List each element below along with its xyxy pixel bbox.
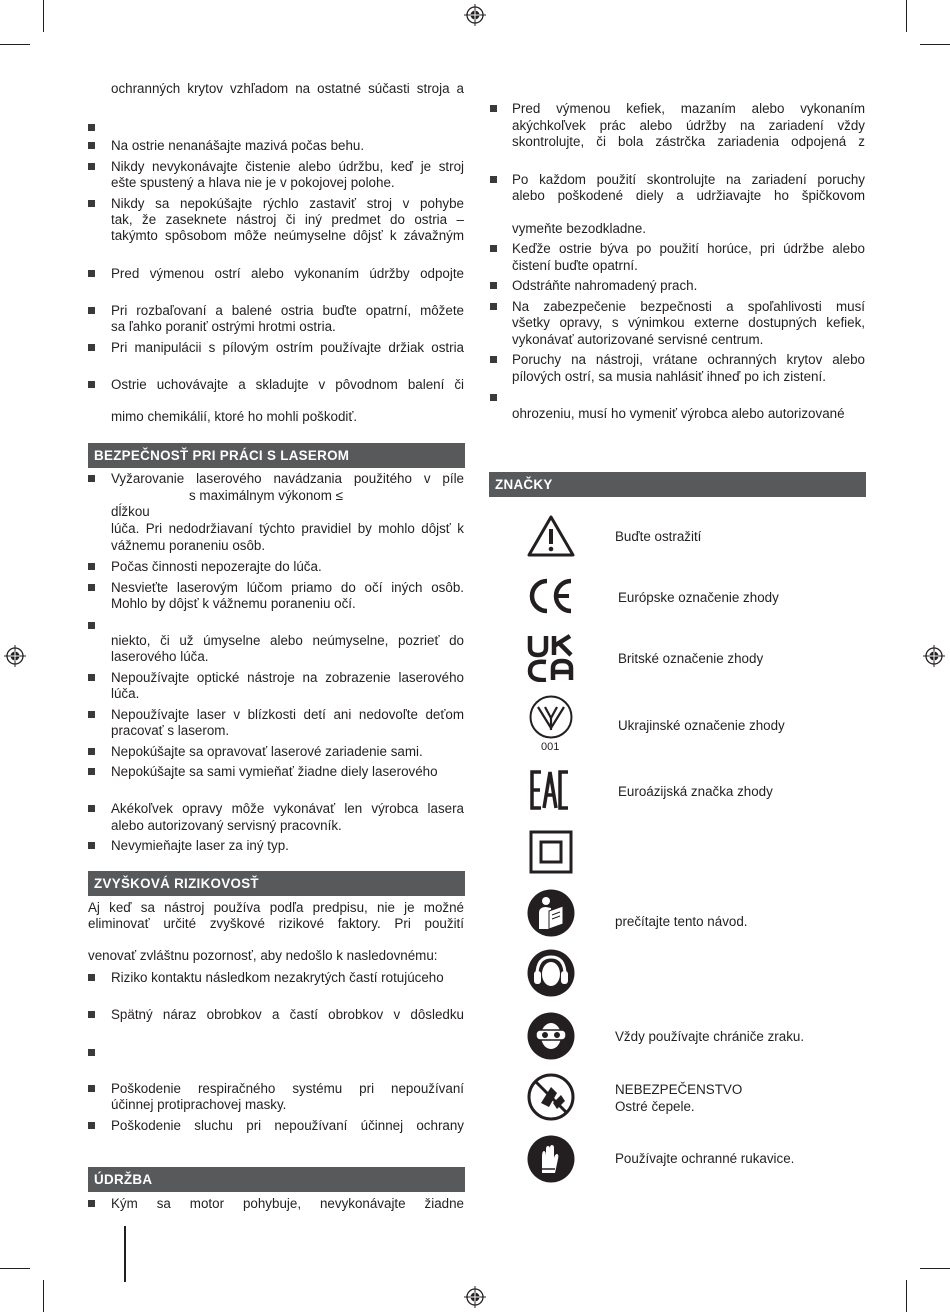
bullet-marker	[88, 124, 95, 131]
bullet-text: účinnej protiprachovej masky.	[111, 1097, 287, 1112]
body-text-line: eliminovať určité zvyškové rizikové faktory. Pri použití	[88, 916, 464, 931]
bullet-text: laserového lúča.	[111, 649, 209, 664]
bullet-text: Po každom použití skontrolujte na zariadení poruchy	[512, 172, 865, 187]
bullet-text: Mohlo by dôjsť k vážnemu poraneniu očí.	[111, 596, 356, 611]
bullet-text: Poškodenie sluchu pri nepoužívaní účinnej ochrany	[111, 1118, 464, 1133]
warning-triangle-icon	[526, 514, 576, 558]
bullet-marker	[490, 282, 497, 289]
bullet-text: dĺžkou	[111, 504, 150, 519]
bullet-text: čistení buďte opatrní.	[512, 258, 638, 273]
bullet-marker	[88, 475, 95, 482]
bullet-text: Počas činnosti nepozerajte do lúča.	[111, 559, 322, 574]
bullet-text: ešte spustený a hlava nie je v pokojovej polohe.	[111, 175, 395, 190]
eye-protection-icon	[527, 1012, 575, 1060]
registration-mark-icon	[923, 645, 945, 667]
bullet-text: Na zabezpečenie bezpečnosti a spoľahlivosti musí	[512, 299, 865, 314]
bullet-marker	[88, 748, 95, 755]
bullet-marker	[88, 307, 95, 314]
bullet-text: alebo autorizovaný servisný pracovník.	[111, 818, 342, 833]
symbol-label: Európske označenie zhody	[618, 590, 779, 605]
double-insulation-icon	[529, 830, 573, 874]
body-text-line: mimo chemikálií, ktoré ho mohli poškodiť.	[111, 409, 358, 424]
bullet-text: Pred výmenou kefiek, mazaním alebo vykonaním	[512, 101, 865, 116]
bullet-marker	[490, 303, 497, 310]
bullet-text: Nepokúšajte sa sami vymieňať žiadne diely laserového	[111, 764, 438, 779]
bullet-text: Akékoľvek opravy môže vykonávať len výrobca lasera	[111, 801, 464, 816]
crop-mark	[920, 44, 950, 45]
bullet-text: sa ľahko poraniť ostrými hrotmi ostria.	[111, 319, 336, 334]
bullet-marker	[490, 105, 497, 112]
bullet-text: s maximálnym výkonom ≤	[189, 488, 343, 503]
bullet-marker	[88, 1200, 95, 1207]
bullet-marker	[88, 842, 95, 849]
bullet-marker	[88, 200, 95, 207]
bullet-text: všetky opravy, s výnimkou externe dostupných kefiek,	[512, 315, 865, 330]
bullet-text: alebo poškodené diely a udržiavajte ho špičkovom	[512, 188, 865, 203]
bullet-marker	[88, 563, 95, 570]
symbol-label: prečítajte tento návod.	[615, 914, 748, 929]
bullet-text: Nevymieňajte laser za iný typ.	[111, 838, 289, 853]
symbol-label: Ostré čepele.	[615, 1099, 695, 1114]
section-heading-maintenance: ÚDRŽBA	[88, 1167, 465, 1192]
symbol-label: Britské označenie zhody	[618, 651, 764, 666]
page-edge-bar	[124, 1226, 126, 1282]
bullet-marker	[88, 805, 95, 812]
ear-protection-icon	[527, 949, 575, 997]
crop-mark	[906, 0, 907, 32]
bullet-text: pílových ostrí, sa musia nahlásiť ihneď po ich zistení.	[512, 369, 826, 384]
symbol-label: Buďte ostražití	[615, 529, 702, 544]
body-text-line: venovať zvláštnu pozornosť, aby nedošlo k nasledovnému:	[88, 948, 438, 963]
symbol-label: Používajte ochranné rukavice.	[615, 1151, 795, 1166]
bullet-text: Spätný náraz obrobkov a častí obrobkov v dôsledku	[111, 1007, 464, 1022]
symbol-label: Euroázijská značka zhody	[618, 784, 773, 799]
bullet-marker	[88, 1011, 95, 1018]
body-text-line: vymeňte bezodkladne.	[512, 221, 646, 236]
bullet-text: lúča.	[111, 686, 140, 701]
bullet-text: Nikdy sa nepokúšajte rýchlo zastaviť stroj v pohybe	[111, 196, 464, 211]
bullet-text: pracovať s laserom.	[111, 723, 230, 738]
sharp-blades-icon	[527, 1073, 575, 1121]
eac-mark-icon	[530, 770, 570, 810]
bullet-text: Nepoužívajte laser v blízkosti detí ani nedovoľte deťom	[111, 707, 464, 722]
symbol-code: 001	[541, 741, 560, 753]
bullet-text: Nikdy nevykonávajte čistenie alebo údržbu, keď je stroj	[111, 159, 464, 174]
bullet-marker	[88, 1085, 95, 1092]
bullet-marker	[88, 142, 95, 149]
registration-mark-icon	[464, 1286, 486, 1308]
bullet-marker	[88, 1122, 95, 1129]
bullet-marker	[88, 344, 95, 351]
bullet-marker	[88, 270, 95, 277]
bullet-text: akýchkoľvek prác alebo údržby na zariadení vždy	[512, 118, 865, 133]
crop-mark	[43, 1280, 44, 1312]
bullet-text: Poškodenie respiračného systému pri nepoužívaní	[111, 1081, 464, 1096]
bullet-marker	[88, 974, 95, 981]
ukrainian-mark-icon	[528, 694, 574, 740]
bullet-text: Pri manipulácii s pílovým ostrím používajte držiak ostria	[111, 340, 464, 355]
bullet-text: Nesvieťte laserovým lúčom priamo do očí iných osôb.	[111, 580, 464, 595]
section-heading-symbols: ZNAČKY	[489, 472, 866, 497]
bullet-text: tak, že zaseknete nástroj či iný predmet do ostria –	[111, 212, 464, 227]
read-manual-icon	[527, 889, 575, 937]
bullet-text: Ostrie uchovávajte a skladujte v pôvodnom balení či	[111, 377, 464, 392]
bullet-text: vážnemu poraneniu osôb.	[111, 538, 266, 553]
bullet-marker	[490, 245, 497, 252]
bullet-marker	[88, 768, 95, 775]
bullet-text: Pri rozbaľovaní a balené ostria buďte opatrní, môžete	[111, 303, 464, 318]
gloves-icon	[527, 1135, 575, 1183]
crop-mark	[920, 1268, 950, 1269]
bullet-text: Odstráňte nahromadený prach.	[512, 278, 698, 293]
bullet-text: Pred výmenou ostrí alebo vykonaním údržby odpojte	[111, 266, 464, 281]
ukca-mark-icon	[527, 634, 575, 682]
bullet-marker	[490, 356, 497, 363]
bullet-text: skontrolujte, či bola zástrčka zariadenia odpojená z	[512, 134, 865, 149]
crop-mark	[43, 0, 44, 32]
bullet-marker	[88, 622, 95, 629]
bullet-marker	[88, 584, 95, 591]
bullet-text: Na ostrie nenanášajte mazivá počas behu.	[111, 138, 365, 153]
bullet-text: Kým sa motor pohybuje, nevykonávajte žiadne	[111, 1196, 464, 1211]
bullet-text: Nepokúšajte sa opravovať laserové zariadenie sami.	[111, 744, 423, 759]
bullet-text: takýmto spôsobom môže neúmyselne dôjsť k závažným	[111, 228, 464, 243]
bullet-text: Riziko kontaktu následkom nezakrytých častí rotujúceho	[111, 970, 444, 985]
bullet-text: vykonávať autorizované servisné centrum.	[512, 332, 764, 347]
bullet-marker	[88, 1049, 95, 1056]
symbol-label: NEBEZPEČENSTVO	[615, 1082, 743, 1097]
symbol-label: Ukrajinské označenie zhody	[618, 718, 785, 733]
registration-mark-icon	[4, 645, 26, 667]
bullet-marker	[490, 394, 497, 401]
bullet-text: Keďže ostrie býva po použití horúce, pri údržbe alebo	[512, 241, 865, 256]
crop-mark	[906, 1280, 907, 1312]
crop-mark	[0, 44, 30, 45]
bullet-text: Nepoužívajte optické nástroje na zobrazenie laserového	[111, 670, 464, 685]
bullet-marker	[88, 674, 95, 681]
body-text-line: ohrozeniu, musí ho vymeniť výrobca alebo autorizované	[512, 406, 845, 421]
registration-mark-icon	[464, 4, 486, 26]
symbol-label: Vždy používajte chrániče zraku.	[615, 1029, 805, 1044]
body-text-line: ochranných krytov vzhľadom na ostatné súčasti stroja a	[111, 81, 464, 96]
bullet-text: Poruchy na nástroji, vrátane ochranných krytov alebo	[512, 352, 865, 367]
body-text-line: Aj keď sa nástroj používa podľa predpisu, nie je možné	[88, 900, 464, 915]
section-heading-residual-risk: ZVYŠKOVÁ RIZIKOVOSŤ	[88, 871, 465, 896]
bullet-text: Vyžarovanie laserového navádzania použitého v píle	[111, 471, 464, 486]
bullet-marker	[88, 381, 95, 388]
bullet-text: niekto, či už úmyselne alebo neúmyselne, pozrieť do	[111, 633, 464, 648]
ce-mark-icon	[527, 578, 575, 614]
bullet-text: lúča. Pri nedodržiavaní týchto pravidiel by mohlo dôjsť k	[111, 521, 464, 536]
crop-mark	[0, 1268, 30, 1269]
bullet-marker	[88, 711, 95, 718]
section-heading-laser: BEZPEČNOSŤ PRI PRÁCI S LASEROM	[88, 443, 465, 468]
bullet-marker	[490, 176, 497, 183]
bullet-marker	[88, 163, 95, 170]
